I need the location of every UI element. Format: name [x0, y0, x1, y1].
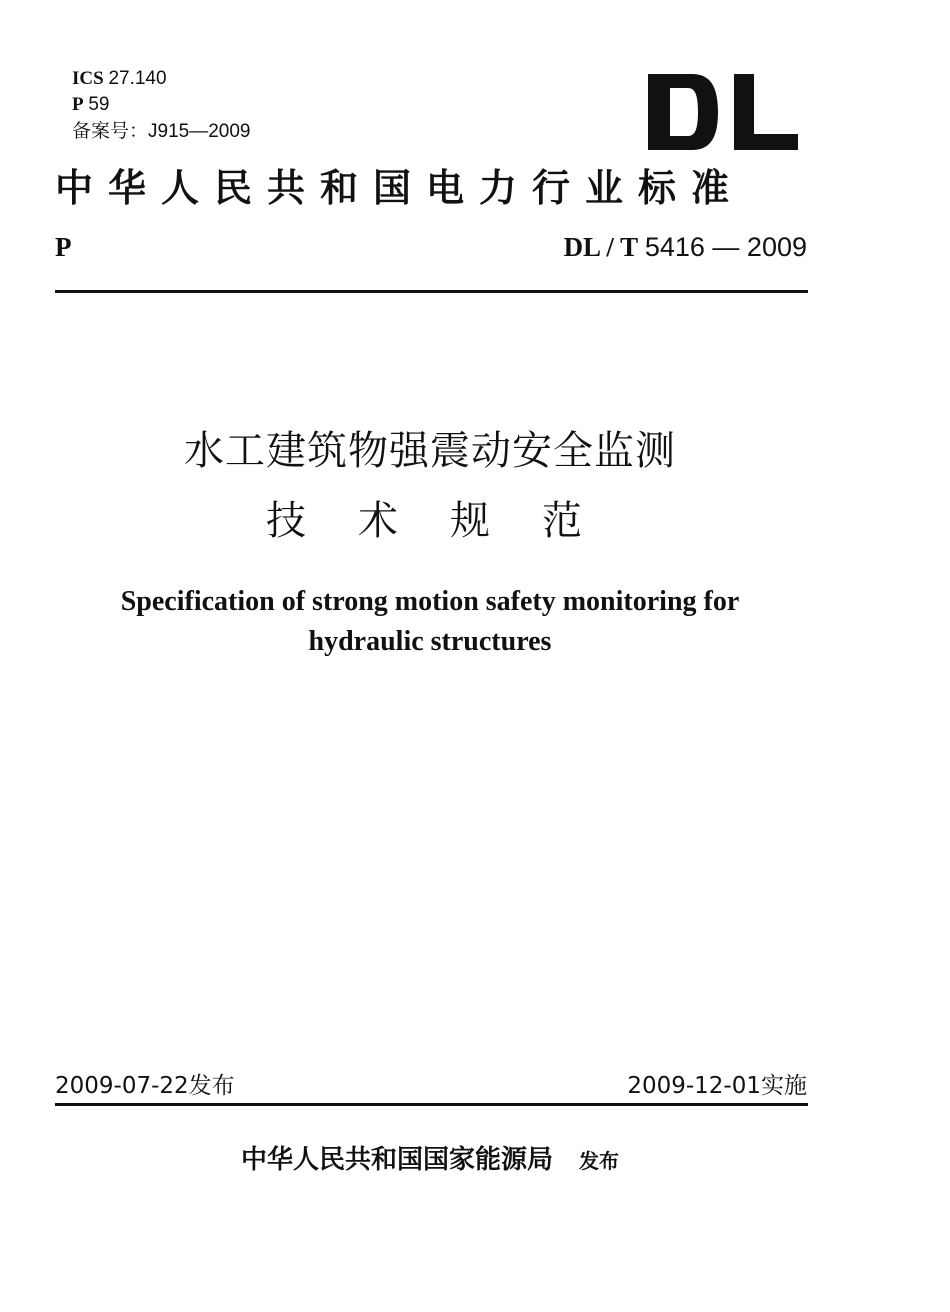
standard-number	[564, 230, 807, 264]
publisher-name: 中华人民共和国国家能源局	[240, 1145, 553, 1175]
top-divider	[55, 290, 808, 293]
ccs-code: 59	[88, 94, 110, 115]
dl-logo	[648, 74, 798, 150]
implementation-date: 2009-12-01实施	[627, 1073, 807, 1099]
english-title-line1: Specification of strong motion safety monitoring for	[120, 586, 740, 617]
record-label: 备案号：	[72, 120, 149, 142]
chinese-title-line2: 技术规范	[266, 498, 634, 544]
ics-label: ICS	[72, 68, 104, 89]
standard-number-value: 5416 — 2009	[644, 232, 807, 262]
standard-number-prefix: DL / T	[563, 232, 639, 262]
ics-code: 27.140	[108, 68, 167, 89]
bottom-divider	[55, 1103, 808, 1106]
ccs-label: P	[72, 94, 84, 115]
publish-verb: 发布	[579, 1149, 619, 1173]
category-code: P	[55, 232, 72, 262]
english-title-line2: hydraulic structures	[308, 626, 552, 657]
ccs-line	[72, 93, 110, 117]
chinese-title-line1: 水工建筑物强震动安全监测	[184, 428, 676, 474]
industry-standard-title: 中华人民共和国电力行业标准	[55, 166, 745, 210]
issue-date: 2009-07-22发布	[55, 1073, 235, 1099]
record-line	[72, 119, 250, 144]
record-code: J915—2009	[148, 121, 251, 142]
ics-line	[72, 67, 167, 91]
publisher-row	[0, 1142, 860, 1178]
